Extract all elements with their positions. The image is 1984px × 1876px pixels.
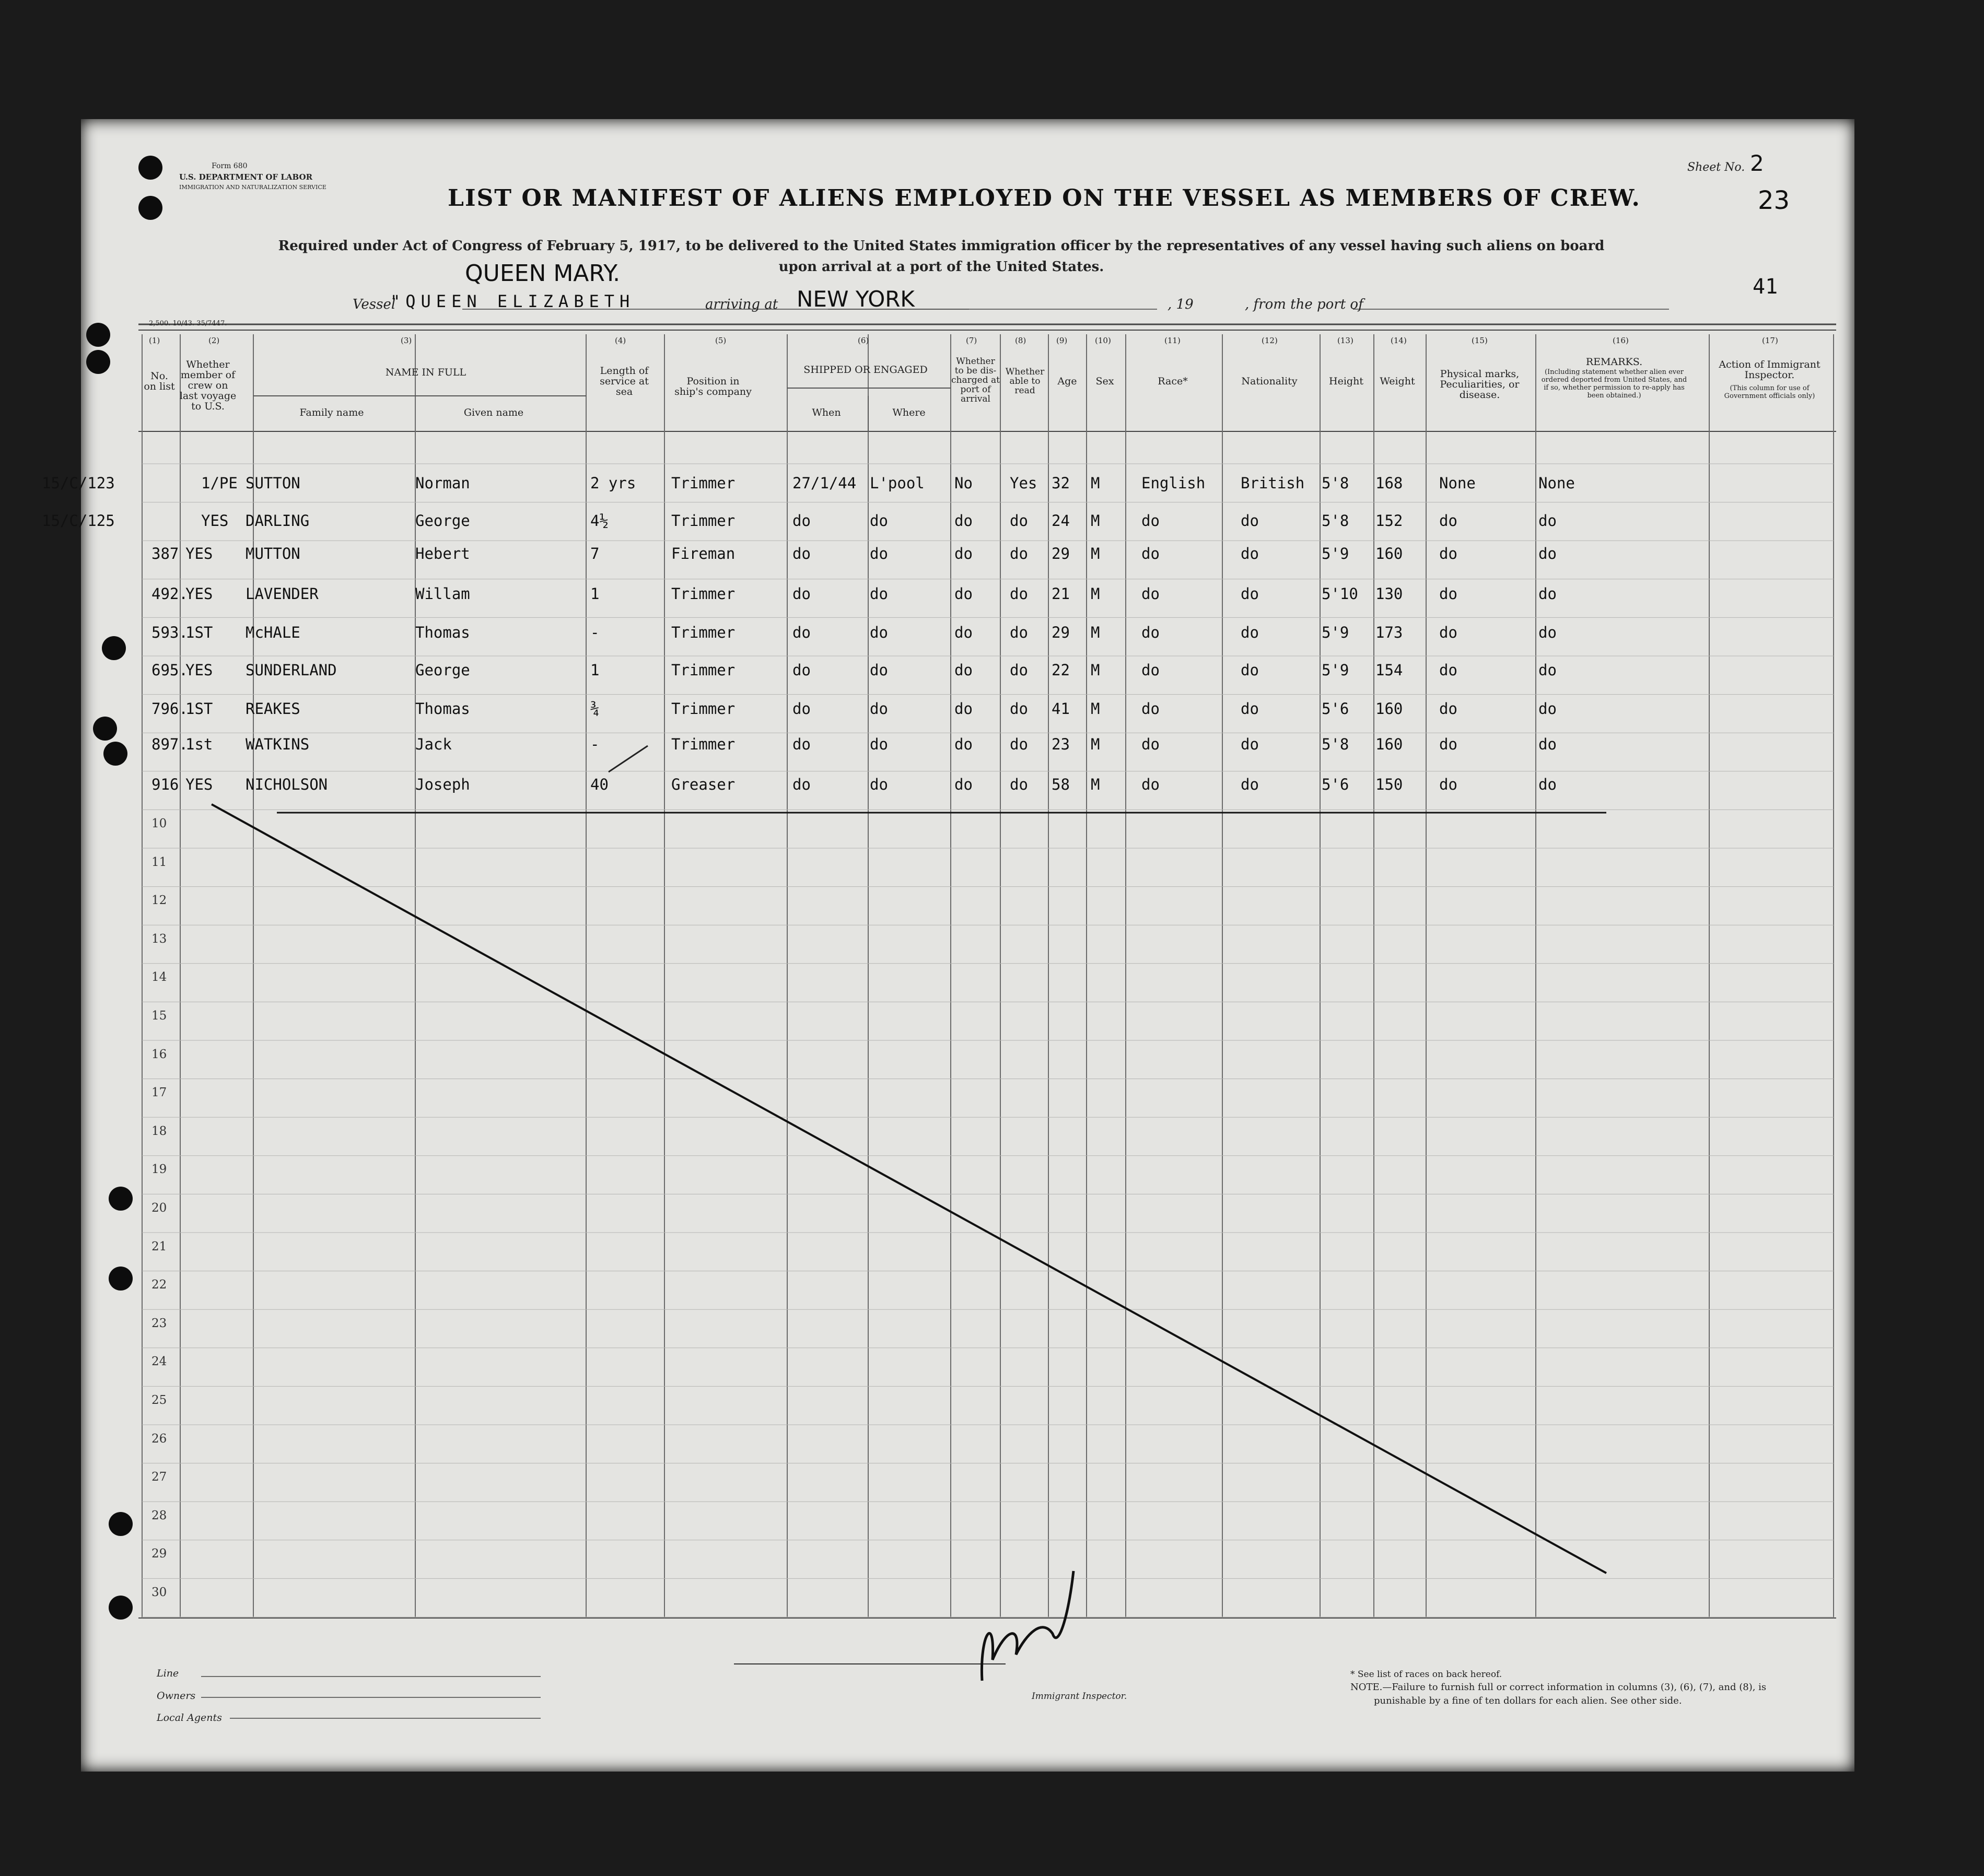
nationality-cell: British	[1241, 474, 1305, 492]
shipped-where-cell: do	[870, 545, 888, 562]
punch-hole	[109, 1267, 133, 1291]
row-number-label: 14	[151, 970, 167, 984]
given-name-cell: George	[415, 661, 470, 679]
sex-cell: M	[1091, 624, 1100, 641]
race-cell: do	[1141, 585, 1160, 603]
position-cell: Trimmer	[671, 585, 736, 603]
punch-hole	[109, 1512, 133, 1536]
race-cell: do	[1141, 700, 1160, 718]
header-crew-member: Whether member of crew on last voyage to U.S.	[179, 359, 237, 412]
service-length-cell: -	[590, 735, 600, 753]
note-races: * See list of races on back hereof.	[1350, 1669, 1502, 1680]
subtitle-line-2: upon arrival at a port of the United States.	[778, 259, 1104, 275]
punch-hole	[109, 1596, 133, 1620]
physical-marks-cell: do	[1439, 700, 1457, 718]
nationality-cell: do	[1241, 661, 1259, 679]
nationality-cell: do	[1241, 585, 1259, 603]
row-number-label: 26	[151, 1432, 167, 1446]
cancellation-diagonal	[212, 804, 1606, 1573]
remarks-cell: do	[1538, 545, 1557, 562]
remarks-cell: do	[1538, 700, 1557, 718]
row-number-label: 17	[151, 1086, 167, 1100]
row-number-label: 15	[151, 1009, 167, 1023]
header-action: Action of Immigrant Inspector.	[1719, 359, 1820, 381]
shipped-where-cell: do	[870, 700, 888, 718]
from-port-label: , from the port of	[1245, 297, 1363, 312]
footer-line-label: Line	[157, 1668, 179, 1679]
nationality-cell: do	[1241, 512, 1259, 530]
crew-member-cell: 1/PE	[201, 474, 238, 492]
row-reference-cell: 15/C/125	[42, 512, 115, 530]
age-cell: 21	[1052, 585, 1070, 603]
position-cell: Trimmer	[671, 735, 736, 753]
note-line-2: punishable by a fine of ten dollars for each alien. See other side.	[1374, 1695, 1682, 1706]
shipped-when-cell: do	[792, 661, 811, 679]
column-number-label: (4)	[615, 336, 626, 345]
remarks-cell: do	[1538, 624, 1557, 641]
physical-marks-cell: None	[1439, 474, 1476, 492]
row-number-cell: 387	[151, 545, 179, 562]
sex-cell: M	[1091, 474, 1100, 492]
column-number-label: (10)	[1095, 336, 1111, 345]
family-name-cell: MUTTON	[246, 545, 300, 562]
family-name-cell: SUNDERLAND	[246, 661, 337, 679]
punch-hole	[86, 350, 110, 374]
given-name-cell: Joseph	[415, 776, 470, 793]
shipped-when-cell: do	[792, 624, 811, 641]
sheet-label: Sheet No.	[1687, 161, 1745, 174]
age-cell: 24	[1052, 512, 1070, 530]
column-number-label: (8)	[1015, 336, 1026, 345]
able-read-cell: do	[1010, 585, 1028, 603]
header-where: Where	[892, 407, 926, 418]
sex-cell: M	[1091, 512, 1100, 530]
header-shipped-engaged: SHIPPED OR ENGAGED	[803, 364, 928, 376]
row-number-label: 30	[151, 1586, 167, 1599]
header-no-on-list: No. on list	[144, 370, 175, 392]
row-number-label: 23	[151, 1316, 167, 1330]
height-cell: 5'9	[1322, 624, 1349, 641]
manifest-sheet	[42, 119, 1854, 1772]
header-nationality: Nationality	[1241, 376, 1298, 387]
height-cell: 5'8	[1322, 474, 1349, 492]
crew-member-cell: 1ST	[185, 700, 213, 718]
column-number-label: (14)	[1391, 336, 1407, 345]
weight-cell: 152	[1375, 512, 1403, 530]
row-number-label: 22	[151, 1278, 167, 1292]
header-physical-marks: Physical marks, Peculiarities, or disease.	[1440, 368, 1520, 401]
arriving-port: NEW YORK	[797, 286, 915, 312]
shipped-when-cell: do	[792, 776, 811, 793]
row-number-label: 12	[151, 894, 167, 908]
service-length-cell: ¾	[590, 700, 600, 718]
stamp-number: 23	[1758, 186, 1790, 215]
physical-marks-cell: do	[1439, 585, 1457, 603]
weight-cell: 160	[1375, 735, 1403, 753]
row-number-label: 20	[151, 1201, 167, 1215]
shipped-where-cell: do	[870, 585, 888, 603]
age-cell: 32	[1052, 474, 1070, 492]
crew-member-cell: YES	[185, 661, 213, 679]
race-cell: do	[1141, 661, 1160, 679]
weight-cell: 173	[1375, 624, 1403, 641]
given-name-cell: George	[415, 512, 470, 530]
height-cell: 5'9	[1322, 661, 1349, 679]
physical-marks-cell: do	[1439, 661, 1457, 679]
physical-marks-cell: do	[1439, 545, 1457, 562]
height-cell: 5'8	[1322, 735, 1349, 753]
punch-hole	[86, 323, 110, 347]
discharged-cell: do	[954, 624, 973, 641]
shipped-when-cell: do	[792, 735, 811, 753]
sex-cell: M	[1091, 661, 1100, 679]
header-sex: Sex	[1095, 376, 1114, 387]
row-number-label: 10	[151, 817, 167, 830]
position-cell: Trimmer	[671, 700, 736, 718]
row-number-label: 16	[151, 1047, 167, 1061]
sex-cell: M	[1091, 700, 1100, 718]
position-cell: Trimmer	[671, 624, 736, 641]
race-cell: do	[1141, 624, 1160, 641]
able-read-cell: do	[1010, 776, 1028, 793]
crew-member-cell: 1ST	[185, 624, 213, 641]
column-number-label: (16)	[1613, 336, 1629, 345]
shipped-where-cell: do	[870, 624, 888, 641]
row-number-cell: 916	[151, 776, 179, 793]
vessel-label: Vessel	[353, 297, 396, 312]
header-remarks-note: (Including statement whether alien ever ordered deported from United States, and if so, whether permission to re-apply has been obtained.)	[1541, 368, 1687, 400]
given-name-cell: Willam	[415, 585, 470, 603]
position-cell: Trimmer	[671, 661, 736, 679]
race-cell: do	[1141, 545, 1160, 562]
row-number-label: 27	[151, 1470, 167, 1484]
height-cell: 5'6	[1322, 776, 1349, 793]
weight-cell: 130	[1375, 585, 1403, 603]
header-remarks: REMARKS.	[1585, 356, 1643, 368]
given-name-cell: Thomas	[415, 624, 470, 641]
punch-hole	[138, 156, 162, 180]
form-title: LIST OR MANIFEST OF ALIENS EMPLOYED ON THE VESSEL AS MEMBERS OF CREW.	[448, 185, 1641, 212]
header-able-read: Whether able to read	[1005, 367, 1045, 396]
punch-hole	[93, 717, 117, 741]
arriving-label: arriving at	[705, 297, 778, 312]
shipped-when-cell: do	[792, 545, 811, 562]
physical-marks-cell: do	[1439, 776, 1457, 793]
position-cell: Trimmer	[671, 474, 736, 492]
column-number-label: (13)	[1337, 336, 1353, 345]
weight-cell: 150	[1375, 776, 1403, 793]
vessel-overwrite: QUEEN MARY.	[465, 260, 621, 287]
header-given-name: Given name	[463, 407, 524, 418]
discharged-cell: do	[954, 661, 973, 679]
able-read-cell: do	[1010, 624, 1028, 641]
remarks-cell: do	[1538, 585, 1557, 603]
header-height: Height	[1329, 376, 1363, 387]
header-discharged: Whether to be dis-charged at port of arrival	[951, 356, 1000, 404]
column-number-label: (2)	[208, 336, 220, 345]
able-read-cell: do	[1010, 512, 1028, 530]
sex-cell: M	[1091, 585, 1100, 603]
position-cell: Trimmer	[671, 512, 736, 530]
discharged-cell: do	[954, 585, 973, 603]
header-length-service: Length of service at sea	[600, 365, 649, 397]
header-family-name: Family name	[299, 407, 364, 418]
column-number-label: (15)	[1472, 336, 1488, 345]
able-read-cell: Yes	[1010, 474, 1037, 492]
nationality-cell: do	[1241, 776, 1259, 793]
page-number: 41	[1753, 275, 1778, 299]
remarks-cell: do	[1538, 735, 1557, 753]
header-age: Age	[1057, 376, 1077, 387]
row-number-label: 25	[151, 1393, 167, 1407]
row-number-label: 21	[151, 1239, 167, 1253]
sex-cell: M	[1091, 735, 1100, 753]
column-number-label: (9)	[1056, 336, 1068, 345]
row-number-label: 19	[151, 1163, 167, 1177]
column-number-label: (11)	[1164, 336, 1181, 345]
height-cell: 5'6	[1322, 700, 1349, 718]
service-length-cell: 2 yrs	[590, 474, 636, 492]
row-number-label: 24	[151, 1355, 167, 1369]
nationality-cell: do	[1241, 735, 1259, 753]
age-cell: 29	[1052, 545, 1070, 562]
family-name-cell: REAKES	[246, 700, 300, 718]
row-number-label: 18	[151, 1124, 167, 1138]
punch-hole	[103, 742, 127, 766]
note-line-1: NOTE.—Failure to furnish full or correct information in columns (3), (6), (7), and (8), is	[1350, 1682, 1767, 1693]
race-cell: do	[1141, 512, 1160, 530]
row-number-label: 29	[151, 1547, 167, 1561]
able-read-cell: do	[1010, 661, 1028, 679]
nationality-cell: do	[1241, 624, 1259, 641]
header-name-in-full: NAME IN FULL	[385, 367, 466, 378]
given-name-cell: Hebert	[415, 545, 470, 562]
shipped-where-cell: L'pool	[870, 474, 925, 492]
able-read-cell: do	[1010, 735, 1028, 753]
height-cell: 5'9	[1322, 545, 1349, 562]
header-when: When	[812, 407, 841, 418]
remarks-cell: None	[1538, 474, 1575, 492]
able-read-cell: do	[1010, 545, 1028, 562]
form-number: Form 680	[212, 162, 248, 170]
sex-cell: M	[1091, 776, 1100, 793]
discharged-cell: do	[954, 700, 973, 718]
age-cell: 22	[1052, 661, 1070, 679]
discharged-cell: do	[954, 545, 973, 562]
given-name-cell: Thomas	[415, 700, 470, 718]
able-read-cell: do	[1010, 700, 1028, 718]
service-label: IMMIGRATION AND NATURALIZATION SERVICE	[179, 184, 326, 191]
header-position: Position in ship's company	[674, 376, 752, 397]
remarks-cell: do	[1538, 661, 1557, 679]
row-number-cell: 796.	[151, 700, 188, 718]
family-name-cell: McHALE	[246, 624, 300, 641]
column-number-label: (3)	[401, 336, 412, 345]
year-label: , 19	[1168, 297, 1194, 312]
shipped-where-cell: do	[870, 735, 888, 753]
discharged-cell: do	[954, 512, 973, 530]
shipped-where-cell: do	[870, 776, 888, 793]
position-cell: Greaser	[671, 776, 736, 793]
crew-member-cell: YES	[201, 512, 229, 530]
age-cell: 29	[1052, 624, 1070, 641]
header-weight: Weight	[1380, 376, 1415, 387]
footer-owners-label: Owners	[157, 1690, 196, 1702]
shipped-when-cell: do	[792, 585, 811, 603]
shipped-when-cell: do	[792, 512, 811, 530]
punch-hole	[109, 1187, 133, 1211]
shipped-when-cell: 27/1/44	[792, 474, 857, 492]
family-name-cell: LAVENDER	[246, 585, 319, 603]
shipped-when-cell: do	[792, 700, 811, 718]
punch-hole	[138, 196, 162, 220]
print-code: 2,500. 10/43. 35/7447.	[149, 320, 227, 327]
discharged-cell: do	[954, 735, 973, 753]
service-length-cell: 1	[590, 585, 600, 603]
crew-member-cell: YES	[185, 545, 213, 562]
discharged-cell: do	[954, 776, 973, 793]
physical-marks-cell: do	[1439, 624, 1457, 641]
row-number-label: 11	[151, 855, 167, 869]
race-cell: English	[1141, 474, 1206, 492]
race-cell: do	[1141, 776, 1160, 793]
shipped-where-cell: do	[870, 661, 888, 679]
row-number-label: 13	[151, 932, 167, 946]
weight-cell: 154	[1375, 661, 1403, 679]
department-label: U.S. DEPARTMENT OF LABOR	[179, 172, 313, 182]
column-number-label: (6)	[858, 336, 869, 345]
age-cell: 58	[1052, 776, 1070, 793]
age-cell: 41	[1052, 700, 1070, 718]
given-name-cell: Norman	[415, 474, 470, 492]
service-length-cell: 1	[590, 661, 600, 679]
row-number-label: 28	[151, 1508, 167, 1522]
header-race: Race*	[1158, 376, 1188, 387]
footer-agents-label: Local Agents	[157, 1712, 222, 1723]
crew-member-cell: YES	[185, 776, 213, 793]
remarks-cell: do	[1538, 776, 1557, 793]
column-number-label: (1)	[149, 336, 160, 345]
row-reference-cell: 15/C/123	[42, 474, 115, 492]
sheet-number: 2	[1750, 150, 1764, 176]
vessel-typed: "QUEEN ELIZABETH	[390, 291, 635, 311]
row-number-cell: 492.	[151, 585, 188, 603]
weight-cell: 168	[1375, 474, 1403, 492]
given-name-cell: Jack	[415, 735, 452, 753]
height-cell: 5'10	[1322, 585, 1358, 603]
service-length-cell: -	[590, 624, 600, 641]
sex-cell: M	[1091, 545, 1100, 562]
remarks-cell: do	[1538, 512, 1557, 530]
family-name-cell: WATKINS	[246, 735, 310, 753]
crew-member-cell: YES	[185, 585, 213, 603]
weight-cell: 160	[1375, 700, 1403, 718]
column-number-label: (12)	[1262, 336, 1278, 345]
service-length-cell: 40	[590, 776, 609, 793]
nationality-cell: do	[1241, 545, 1259, 562]
family-name-cell: SUTTON	[246, 474, 300, 492]
shipped-where-cell: do	[870, 512, 888, 530]
race-cell: do	[1141, 735, 1160, 753]
tick-mark	[609, 746, 648, 772]
column-number-label: (7)	[966, 336, 977, 345]
physical-marks-cell: do	[1439, 735, 1457, 753]
physical-marks-cell: do	[1439, 512, 1457, 530]
column-number-label: (5)	[715, 336, 727, 345]
discharged-cell: No	[954, 474, 973, 492]
age-cell: 23	[1052, 735, 1070, 753]
header-action-note: (This column for use of Government officials only)	[1724, 384, 1815, 400]
crew-member-cell: 1st	[185, 735, 213, 753]
service-length-cell: 4½	[590, 512, 609, 530]
inspector-label: Immigrant Inspector.	[1032, 1691, 1127, 1702]
row-number-cell: 695.	[151, 661, 188, 679]
column-number-label: (17)	[1762, 336, 1778, 345]
punch-hole	[102, 636, 126, 660]
family-name-cell: DARLING	[246, 512, 310, 530]
subtitle-line-1: Required under Act of Congress of February 5, 1917, to be delivered to the United States immigration officer by the representatives of any vessel having such aliens on board	[278, 238, 1605, 254]
family-name-cell: NICHOLSON	[246, 776, 328, 793]
nationality-cell: do	[1241, 700, 1259, 718]
service-length-cell: 7	[590, 545, 600, 562]
weight-cell: 160	[1375, 545, 1403, 562]
height-cell: 5'8	[1322, 512, 1349, 530]
position-cell: Fireman	[671, 545, 736, 562]
row-number-cell: 897.	[151, 735, 188, 753]
row-number-cell: 593.	[151, 624, 188, 641]
